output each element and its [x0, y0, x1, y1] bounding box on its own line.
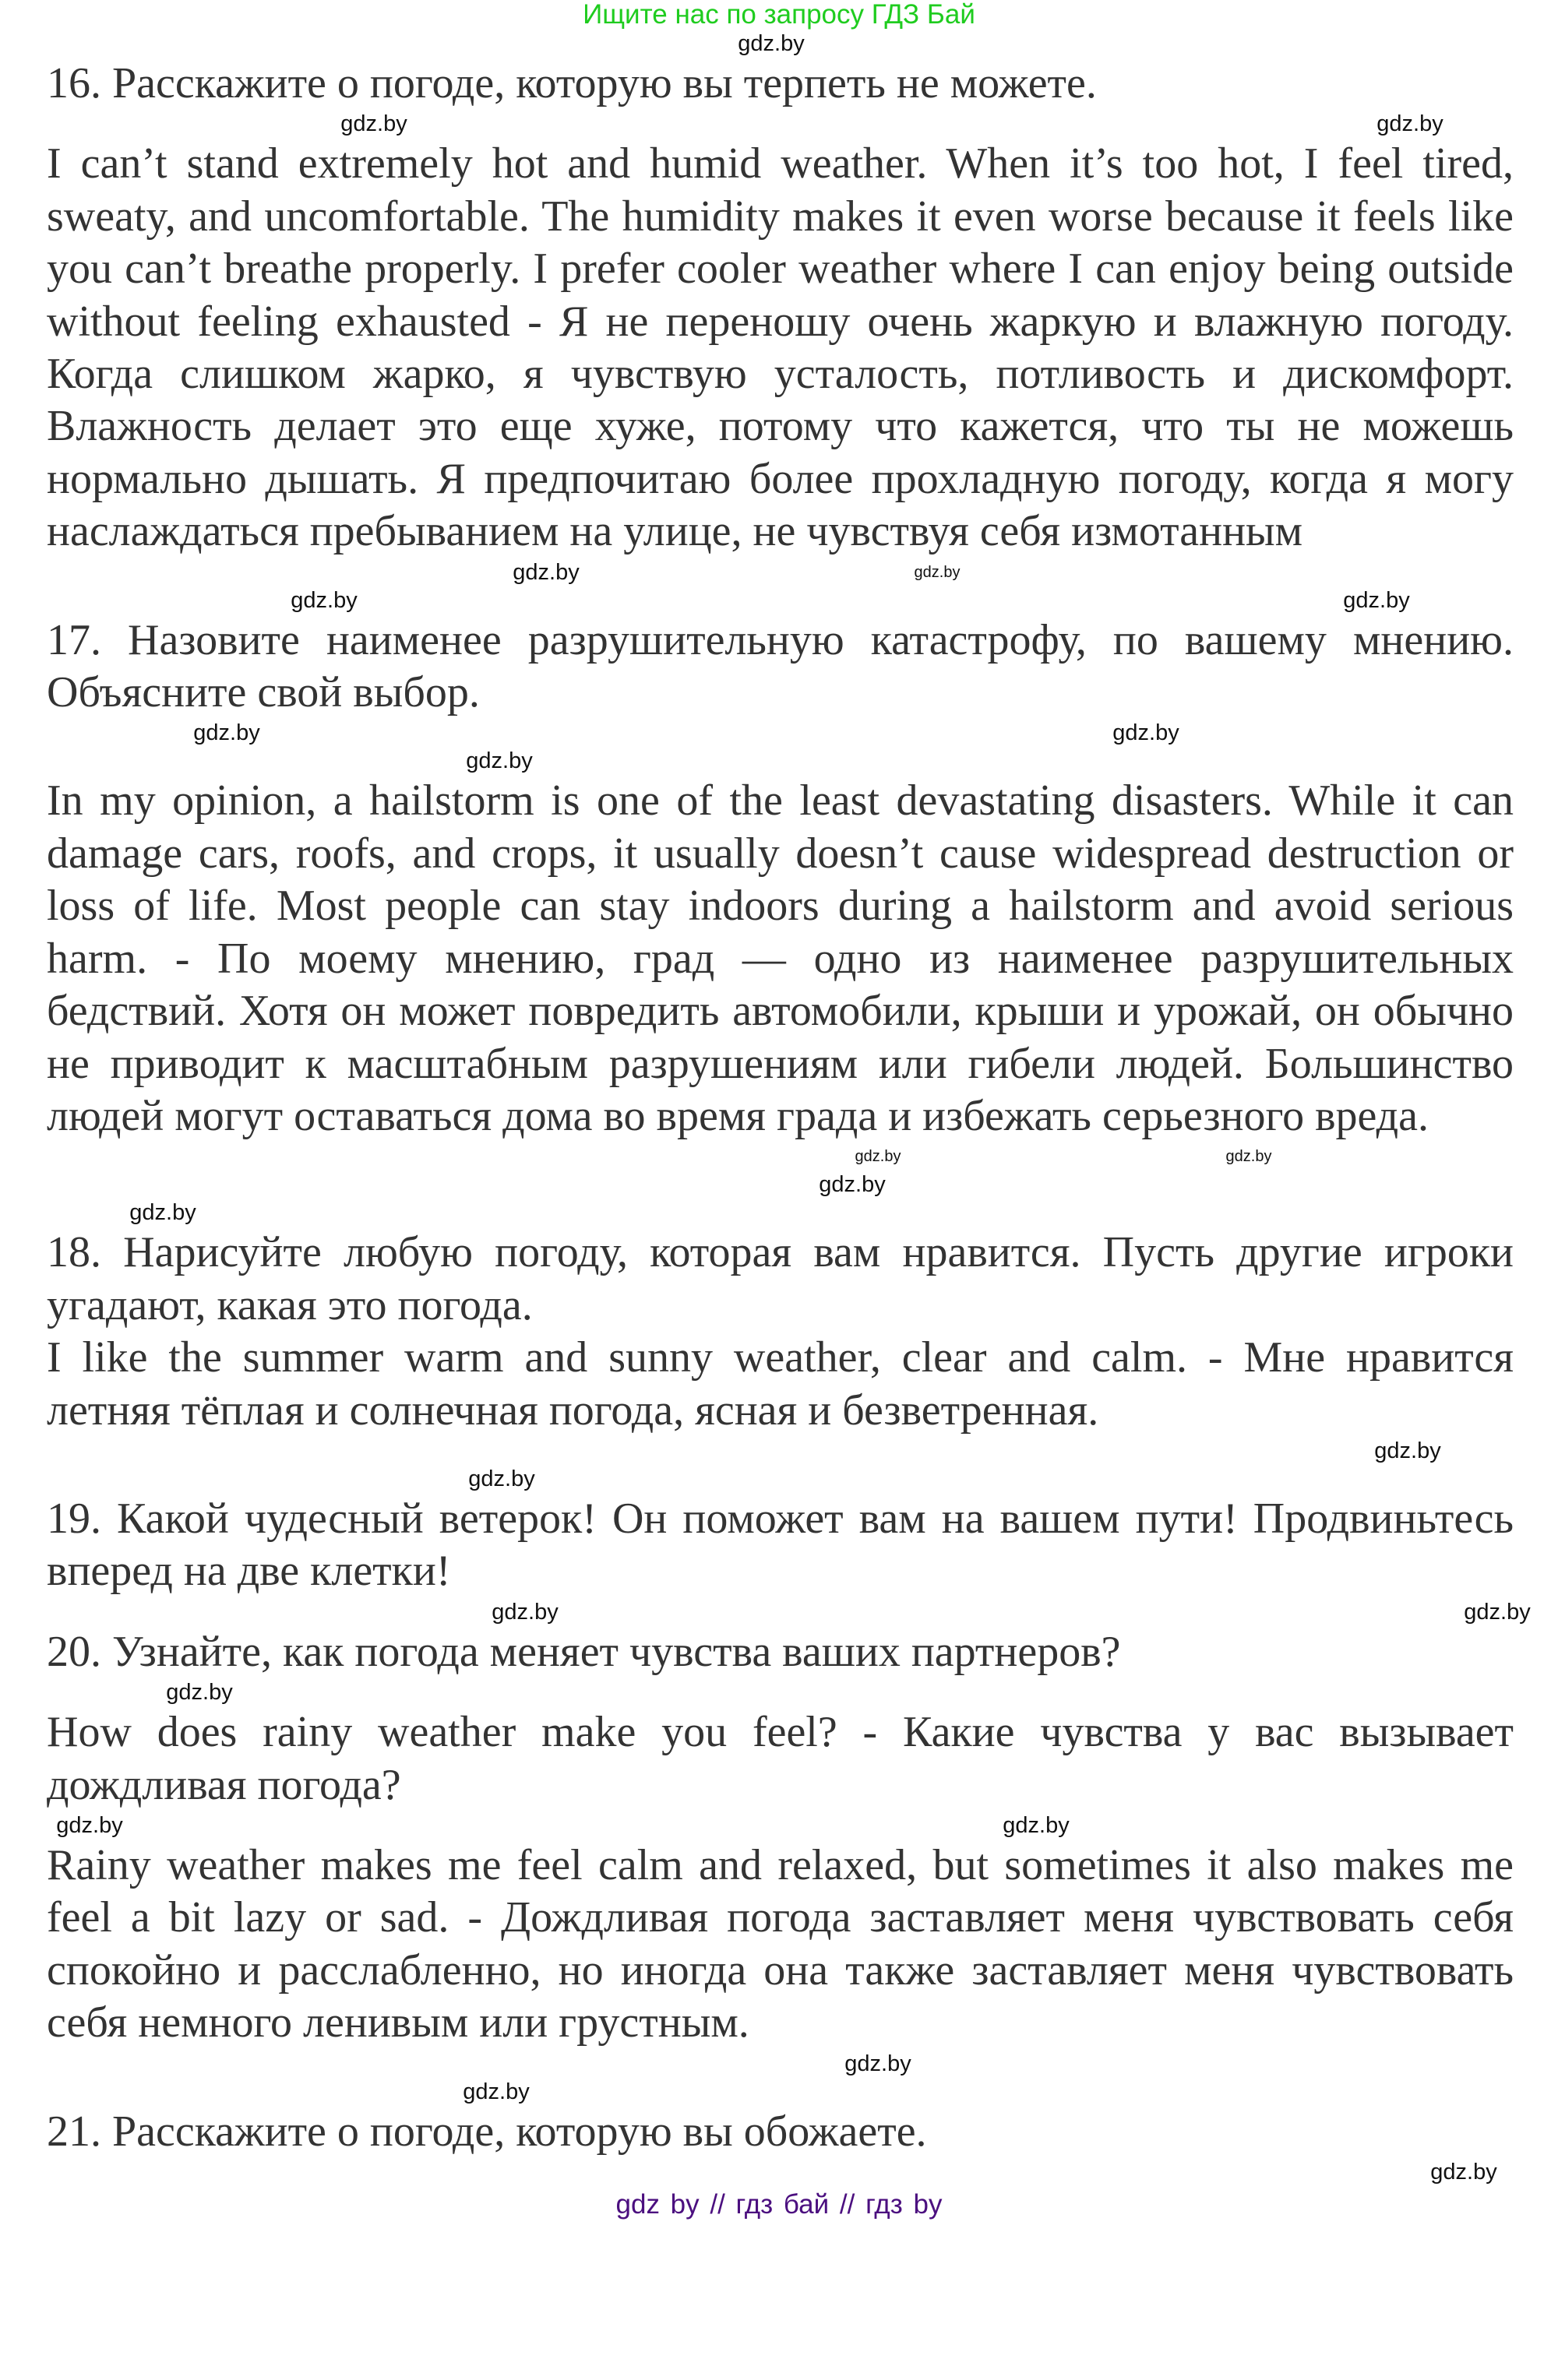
watermark: gdz.by [513, 559, 580, 585]
question-text: 17. Назовите наименее разрушительную катастрофу, по вашему мнению. Объясните свой выбор. [47, 615, 1514, 717]
watermark: gdz.by [193, 720, 260, 746]
watermark-row [0, 1811, 1558, 1840]
watermark-row [0, 558, 1558, 586]
footer-links: gdz by // гдз бай // гдз by [615, 2189, 943, 2220]
question-text: 20. Узнайте, как погода меняет чувства ваших партнеров? [47, 1627, 1121, 1676]
watermark: gdz.by [468, 1466, 535, 1491]
watermark: gdz.by [1376, 111, 1443, 137]
answer-text: I like the summer warm and sunny weather, clear and calm. - Мне нравится летняя тёплая и солнечная погода, ясная и безветренная. [47, 1333, 1514, 1435]
answer-17 [47, 775, 1514, 1142]
watermark-row [0, 719, 1558, 747]
watermark: gdz.by [819, 1172, 886, 1198]
answer-text: I can’t stand extremely hot and humid weather. When it’s too hot, I feel tired, sweaty, and uncomfortable. The humidity makes it even worse because it feels like you can’t breathe properly. I prefer cooler weather where I can enjoy being outside without feeling exhausted - Я не переношу очень жаркую и влажную погоду. Когда слишком жарко, я чувствую усталость, потливость и дискомфорт. Влажность делает это еще хуже, потому что кажется, что ты не можешь нормально дышать. Я предпочитаю более прохладную погоду, когда я могу наслаждаться пребыванием на улице, не чувствуя себя измотанным [47, 139, 1514, 556]
question-19 [47, 1493, 1514, 1598]
watermark: gdz.by [166, 1680, 233, 1706]
watermark: gdz.by [855, 1148, 901, 1166]
watermark: gdz.by [466, 748, 533, 774]
question-text: 21. Расскажите о погоде, которую вы обожаете. [47, 2107, 927, 2156]
watermark: gdz.by [340, 111, 407, 137]
watermark-row [0, 1142, 1558, 1171]
question-text: 19. Какой чудесный ветерок! Он поможет вам на вашем пути! Продвиньтесь вперед на две клетки! [47, 1494, 1514, 1596]
watermark: gdz.by [463, 2079, 530, 2104]
watermark: gdz.by [56, 1812, 123, 1838]
search-banner: Ищите нас по запросу ГДЗ Бай [583, 0, 975, 30]
answer-16 [47, 138, 1514, 558]
watermark: gdz.by [1374, 1438, 1441, 1463]
answer-text: Rainy weather makes me feel calm and relaxed, but sometimes it also makes me feel a bit lazy or sad. - Дождливая погода заставляет меня чувствовать себя спокойно и расслабленно, но иногда она также заставляет меня чувствовать себя немного ленивым или грустным. [47, 1840, 1514, 2047]
watermark-row [0, 586, 1558, 614]
question-20 [47, 1626, 1514, 1678]
watermark-row [0, 110, 1558, 138]
watermark: gdz.by [1343, 587, 1410, 613]
question-text: 16. Расскажите о погоде, которую вы терпеть не можете. [47, 59, 1097, 107]
watermark-row [0, 1171, 1558, 1199]
watermark: gdz.by [1003, 1812, 1070, 1838]
watermark-row [0, 1465, 1558, 1493]
watermark-row [0, 30, 1558, 58]
watermark: gdz.by [1225, 1148, 1272, 1166]
answer-20 [47, 1840, 1514, 2050]
watermark-row [0, 1678, 1558, 1706]
question-21 [47, 2106, 1514, 2158]
watermark: gdz.by [844, 2051, 911, 2076]
watermark-row [0, 2050, 1558, 2078]
watermark: gdz.by [291, 587, 358, 613]
answer-text: How does rainy weather make you feel? - Какие чувства у вас вызывает дождливая погода? [47, 1708, 1514, 1809]
question-text: 18. Нарисуйте любую погоду, которая вам нравится. Пусть другие игроки угадают, какая это погода. [47, 1228, 1514, 1329]
watermark: gdz.by [1464, 1599, 1531, 1625]
question-18 [47, 1227, 1514, 1437]
watermark-row [0, 1199, 1558, 1227]
watermark: gdz.by [492, 1599, 559, 1625]
question-17 [47, 614, 1514, 720]
watermark: gdz.by [1430, 2160, 1497, 2185]
question-16 [47, 58, 1514, 110]
watermark: gdz.by [1112, 720, 1179, 746]
watermark: gdz.by [129, 1200, 196, 1226]
watermark-row [0, 1598, 1558, 1626]
watermark: gdz.by [738, 31, 805, 56]
answer-text: In my opinion, a hailstorm is one of the least devastating disasters. While it can damage cars, roofs, and crops, it usually doesn’t cause widespread destruction or loss of life. Most people can stay indoors during a hailstorm and avoid serious harm. - По моему мнению, град — одно из наименее разрушительных бедствий. Хотя он может повредить автомобили, крыши и урожай, он обычно не приводит к масштабным разрушениям или гибели людей. Большинство людей могут оставаться дома во время града и избежать серьезного вреда. [47, 776, 1514, 1140]
watermark-row [0, 1437, 1558, 1465]
watermark-row [0, 2078, 1558, 2106]
watermark-row [0, 747, 1558, 775]
watermark: gdz.by [914, 563, 961, 581]
answer-20-question [47, 1706, 1514, 1811]
watermark-row [0, 2158, 1558, 2186]
